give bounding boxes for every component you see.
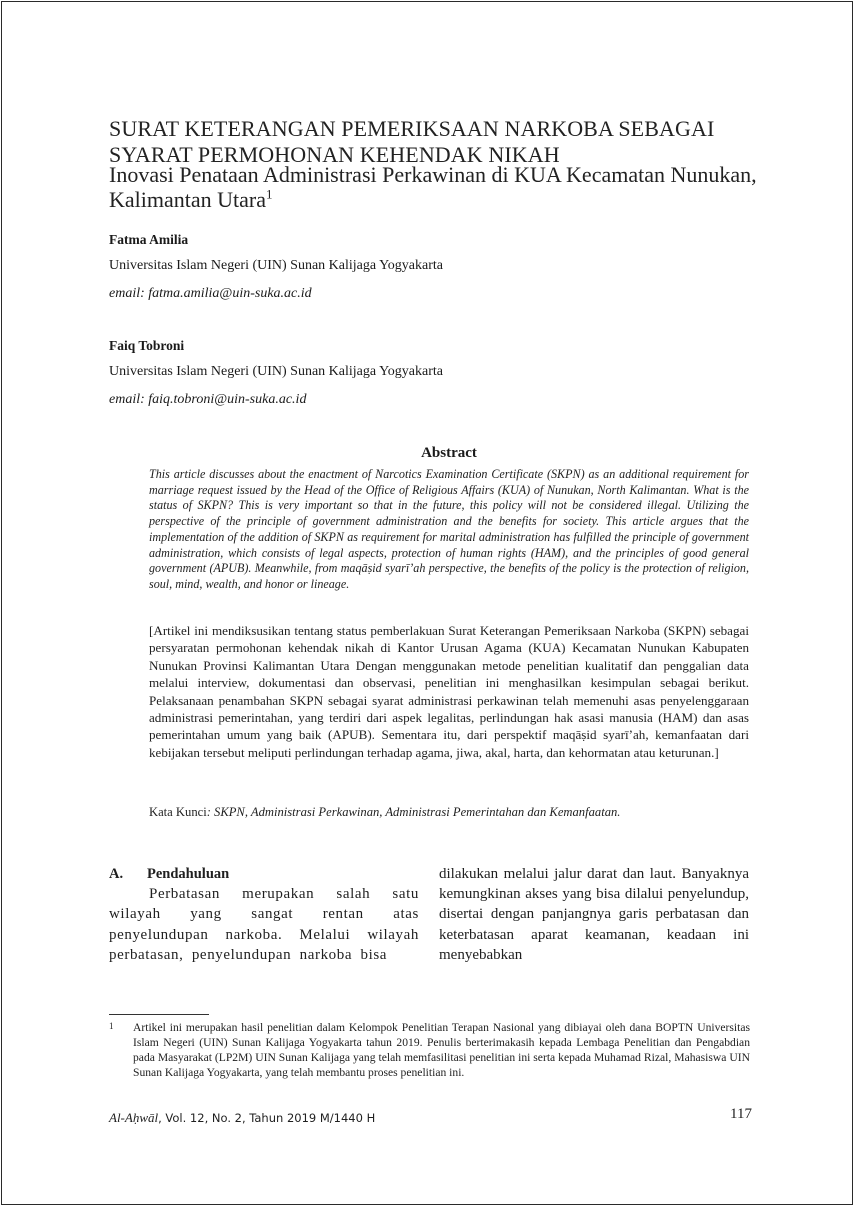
body-column-right xyxy=(439,864,749,965)
abstract-indonesian: [Artikel ini mendiksusikan tentang status pemberlakuan Surat Keterangan Pemeriksaan Narkoba (SKPN) sebagai persyaratan permohonan kehendak nikah di Kantor Urusan Agama (KUA) Kecamatan Nunukan Kabupaten Nunukan Provinsi Kalimantan Utara Dengan menggunakan metode penelitian kualitatif dan penggalian data melalui interview, dokumentasi dan observasi, penelitian ini menghasilkan kesimpulan sebagai berikut. Pelaksanaan penambahan SKPN sebagai syarat administrasi perkawinan telah memenuhi asas penyelenggaraan administrasi pemerintahan, yang terdiri dari aspek legalitas, perlindungan hak asasi manusia (HAM) dan asas pemerintahan umum yang baik (APUB). Sementara itu, dari perspektif maqāṣid syarī’ah, kemanfaatan dari kebijakan tersebut meliputi perlindungan terhadap agama, jiwa, akal, harta, dan kehormatan atau keturunan.] xyxy=(149,623,749,760)
journal-issue: , Vol. 12, No. 2, Tahun 2019 M/1440 H xyxy=(158,1111,376,1125)
title-footnote-ref[interactable]: 1 xyxy=(266,186,273,202)
body-column-left xyxy=(109,864,419,965)
journal-name: Al-Aḥwāl xyxy=(109,1110,159,1125)
footnote-text: Artikel ini merupakan hasil penelitian dalam Kelompok Penelitian Terapan Nasional yang dibiayai oleh dana BOPTN Universitas Islam Negeri (UIN) Sunan Kalijaga Yogyakarta tahun 2019. Penulis berterimakasih kepada Lembaga Penelitian dan Pengabdian pada Masyarakat (LP2M) UIN Sunan Kalijaga yang telah memfasilitasi penelitian ini serta kepada Muhamad Rizal, Mahasiswa UIN Sunan Kalijaga Yogyakarta, yang telah membantu proses penelitian ini. xyxy=(133,1021,750,1079)
paper-title: SURAT KETERANGAN PEMERIKSAAN NARKOBA SEBAGAI SYARAT PERMOHONAN KEHENDAK NIKAH xyxy=(109,116,715,167)
paper-subtitle xyxy=(109,162,769,212)
footnote-mark: 1 xyxy=(109,1021,114,1031)
paper-page xyxy=(1,1,853,1205)
author-email-1[interactable]: email: fatma.amilia@uin-suka.ac.id xyxy=(109,286,312,301)
abstract-english: This article discusses about the enactment of Narcotics Examination Certificate (SKPN) as an additional requirement for marriage request issued by the Head of the Office of Religious Affairs (KUA) of Nunukan, North Kalimantan. What is the status of SKPN? This is very important so that in the future, this policy will not be considered illegal. Utilizing the perspective of the principle of government administration and the benefits for society. This article argues that the implementation of the addition of SKPN as requirement for marital administration has fulfilled the principle of government administration, which consists of legal aspects, protection of human rights (HAM), and the principles of good general government (APUB). Meanwhile, from maqāṣid syarī’ah perspective, the benefits of the policy is the protection of religion, soul, mind, wealth, and honor or lineage. xyxy=(149,467,749,591)
keywords-value: : SKPN, Administrasi Perkawinan, Administrasi Pemerintahan dan Kemanfaatan. xyxy=(206,805,621,819)
author-affiliation-1: Universitas Islam Negeri (UIN) Sunan Kalijaga Yogyakarta xyxy=(109,258,443,273)
keywords-label: Kata Kunci xyxy=(149,805,207,819)
author-email-2[interactable]: email: faiq.tobroni@uin-suka.ac.id xyxy=(109,392,307,407)
section-title: Pendahuluan xyxy=(147,866,230,882)
running-footer xyxy=(109,1110,375,1126)
footnote-divider xyxy=(109,1014,209,1015)
abstract-heading: Abstract xyxy=(421,445,477,461)
footnote xyxy=(109,1021,750,1081)
section-number: A. xyxy=(109,866,124,882)
page-number: 117 xyxy=(730,1106,752,1122)
body-paragraph-right: dilakukan melalui jalur darat dan laut. Banyaknya kemungkinan akses yang bisa dilalui penyelundup, disertai dengan panjangnya garis perbatasan dan keterbatasan aparat keamanan, keadaan ini menyebabkan xyxy=(439,866,749,963)
author-name-2: Faiq Tobroni xyxy=(109,338,185,353)
paper-subtitle-text: Inovasi Penataan Administrasi Perkawinan di KUA Kecamatan Nunukan, Kalimantan Utara xyxy=(109,162,757,212)
keywords xyxy=(149,805,749,820)
author-affiliation-2: Universitas Islam Negeri (UIN) Sunan Kalijaga Yogyakarta xyxy=(109,364,443,379)
author-name-1: Fatma Amilia xyxy=(109,232,189,247)
section-heading xyxy=(109,864,419,884)
body-paragraph-left: Perbatasan merupakan salah satu wilayah yang sangat rentan atas penyelundupan narkoba. Melalui wilayah perbatasan, penyelundupan narkoba bisa xyxy=(109,886,419,963)
